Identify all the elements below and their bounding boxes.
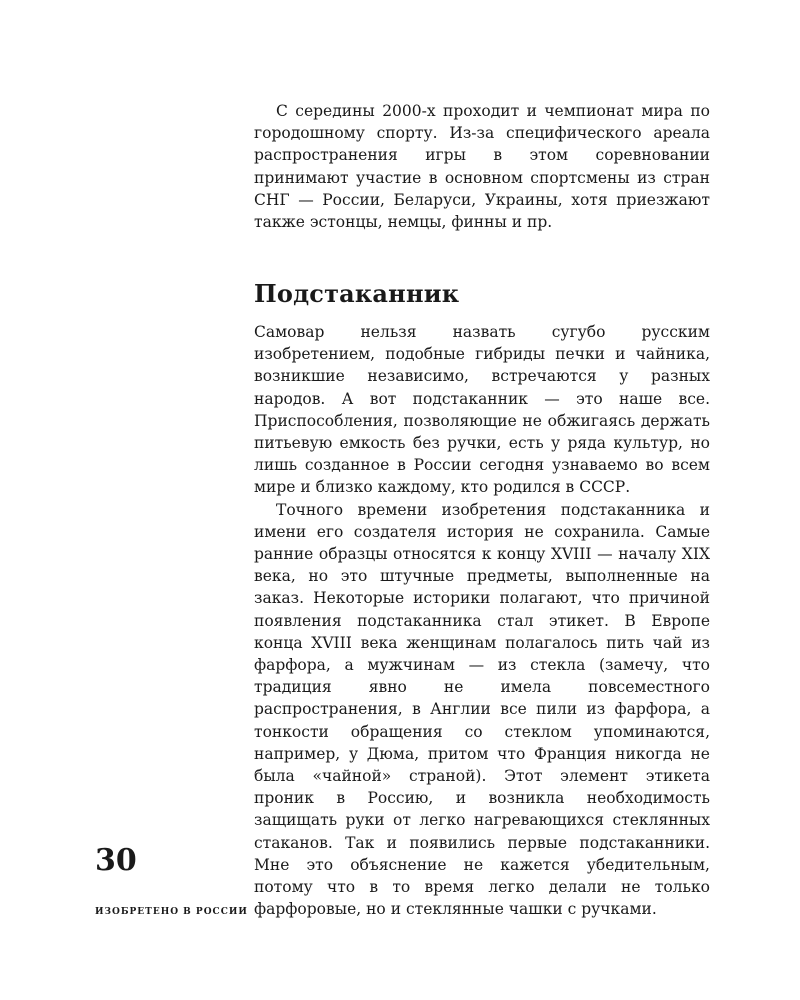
- intro-text-block: [254, 100, 710, 233]
- section-body: [254, 321, 710, 920]
- section-title: Подстаканник: [254, 279, 460, 308]
- running-footer-title: ИЗОБРЕТЕНО В РОССИИ: [95, 907, 248, 917]
- section-paragraph-1: Самовар нельзя назвать сугубо русским изобретением, подобные гибриды печки и чайника, возникшие независимо, встречаются у разных народов. А вот подстаканник — это наше все. Приспособления, позволяющие не обжигаясь держать питьевую емкость без ручки, есть у ряда культур, но лишь созданное в России сегодня узнаваемо во всем мире и близко каждому, кто родился в СССР.: [254, 323, 710, 497]
- page-number: 30: [95, 843, 137, 878]
- intro-paragraph: С середины 2000-х проходит и чемпионат мира по городошному спорту. Из-за специфического ареала распространения игры в этом соревновании принимают участие в основном спортсмены из стран СНГ — России, Беларуси, Украины, хотя приезжают также эстонцы, немцы, финны и пр.: [254, 102, 710, 232]
- section-paragraph-2: Точного времени изобретения подстаканника и имени его создателя история не сохранила. Самые ранние образцы относятся к концу XVIII — началу XIX века, но это штучные предметы, выполненные на заказ. Некоторые историки полагают, что причиной появления подстаканника стал этикет. В Европе конца XVIII века женщинам полагалось пить чай из фарфора, а мужчинам — из стекла (замечу, что традиция явно не имела повсеместного распространения, в Англии все пили из фарфора, а тонкости обращения со стеклом упоминаются, например, у Дюма, притом что Франция никогда не была «чайной» страной). Этот элемент этикета проник в Россию, и возникла необходимость защищать руки от легко нагревающихся стеклянных стаканов. Так и появились первые подстаканники. Мне это объяснение не кажется убедительным, потому что в то время легко делали не только фарфоровые, но и стеклянные чашки с ручками.: [254, 500, 710, 919]
